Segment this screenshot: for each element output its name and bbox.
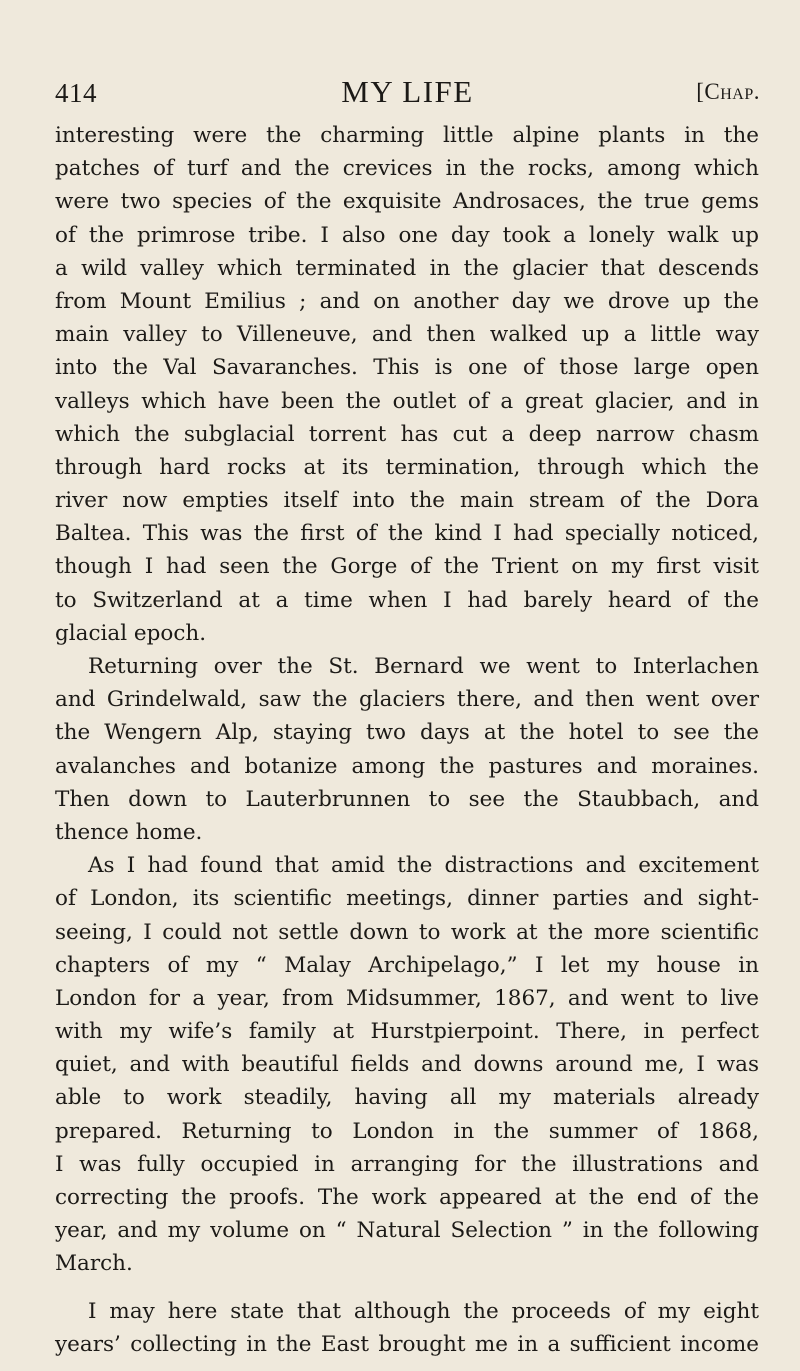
text-line: and Grindelwald, saw the glaciers there, and then went over (55, 687, 759, 713)
text-line: March. (55, 1251, 133, 1277)
text-line: of London, its scientific meetings, dinner parties and sight- (55, 886, 759, 912)
text-line: year, and my volume on “ Natural Selection ” in the following (55, 1218, 759, 1244)
text-line: quiet, and with beautiful fields and downs around me, I was (55, 1052, 759, 1078)
text-line: of the primrose tribe. I also one day took a lonely walk up (55, 222, 759, 248)
text-line: I may here state that although the proceeds of my eight (88, 1298, 759, 1324)
running-head (55, 74, 760, 114)
page-number: 414 (55, 78, 97, 108)
text-line: from Mount Emilius ; and on another day we drove up the (55, 288, 759, 314)
text-line: glacial epoch. (55, 620, 207, 646)
text-line: seeing, I could not settle down to work at the more scientific (55, 919, 759, 945)
text-line: to Switzerland at a time when I had barely heard of the (55, 587, 759, 613)
text-line: though I had seen the Gorge of the Trient on my first visit (55, 554, 759, 580)
text-line: were two species of the exquisite Androsaces, the true gems (55, 189, 759, 215)
text-line: Then down to Lauterbrunnen to see the Staubbach, and (55, 786, 759, 812)
text-line: valleys which have been the outlet of a great glacier, and in (55, 388, 759, 414)
text-line: Returning over the St. Bernard we went to Interlachen (88, 654, 759, 679)
text-line: through hard rocks at its termination, through which the (55, 454, 759, 480)
paragraph (55, 650, 759, 849)
text-line: Baltea. This was the first of the kind I had specially noticed, (55, 521, 759, 547)
text-line: a wild valley which terminated in the glacier that descends (55, 255, 759, 281)
text-line: into the Val Savaranches. This is one of those large open (55, 355, 759, 381)
text-line: London for a year, from Midsummer, 1867, and went to live (55, 985, 759, 1011)
text-line: chapters of my “ Malay Archipelago,” I let my house in (55, 952, 759, 978)
text-line: As I had found that amid the distractions and excitement (88, 853, 759, 879)
text-line: thence home. (55, 819, 203, 845)
paragraph (55, 849, 759, 1280)
text-line: with my wife’s family at Hurstpierpoint. There, in perfect (55, 1019, 759, 1045)
text-line: avalanches and botanize among the pastures and moraines. (55, 753, 759, 779)
text-line: which the subglacial torrent has cut a deep narrow chasm (55, 421, 759, 447)
text-line: I was fully occupied in arranging for the illustrations and (55, 1151, 759, 1177)
chapter-label: [Chap. (696, 79, 760, 104)
text-line: interesting were the charming little alpine plants in the (55, 123, 759, 148)
text-line: able to work steadily, having all my materials already (55, 1085, 759, 1111)
text-line: patches of turf and the crevices in the rocks, among which (55, 156, 759, 182)
text-line: prepared. Returning to London in the summer of 1868, (55, 1118, 759, 1144)
paragraph (55, 119, 759, 650)
text-line: river now empties itself into the main stream of the Dora (55, 488, 759, 514)
paragraph (55, 1295, 759, 1361)
text-line: the Wengern Alp, staying two days at the hotel to see the (55, 720, 759, 746)
text-line: years’ collecting in the East brought me in a sufficient income (55, 1331, 759, 1357)
paragraph-gap (55, 1281, 759, 1295)
text-line: correcting the proofs. The work appeared at the end of the (55, 1185, 759, 1210)
body-text (55, 119, 759, 1361)
text-line: main valley to Villeneuve, and then walked up a little way (55, 322, 759, 348)
running-title: MY LIFE (341, 74, 474, 109)
